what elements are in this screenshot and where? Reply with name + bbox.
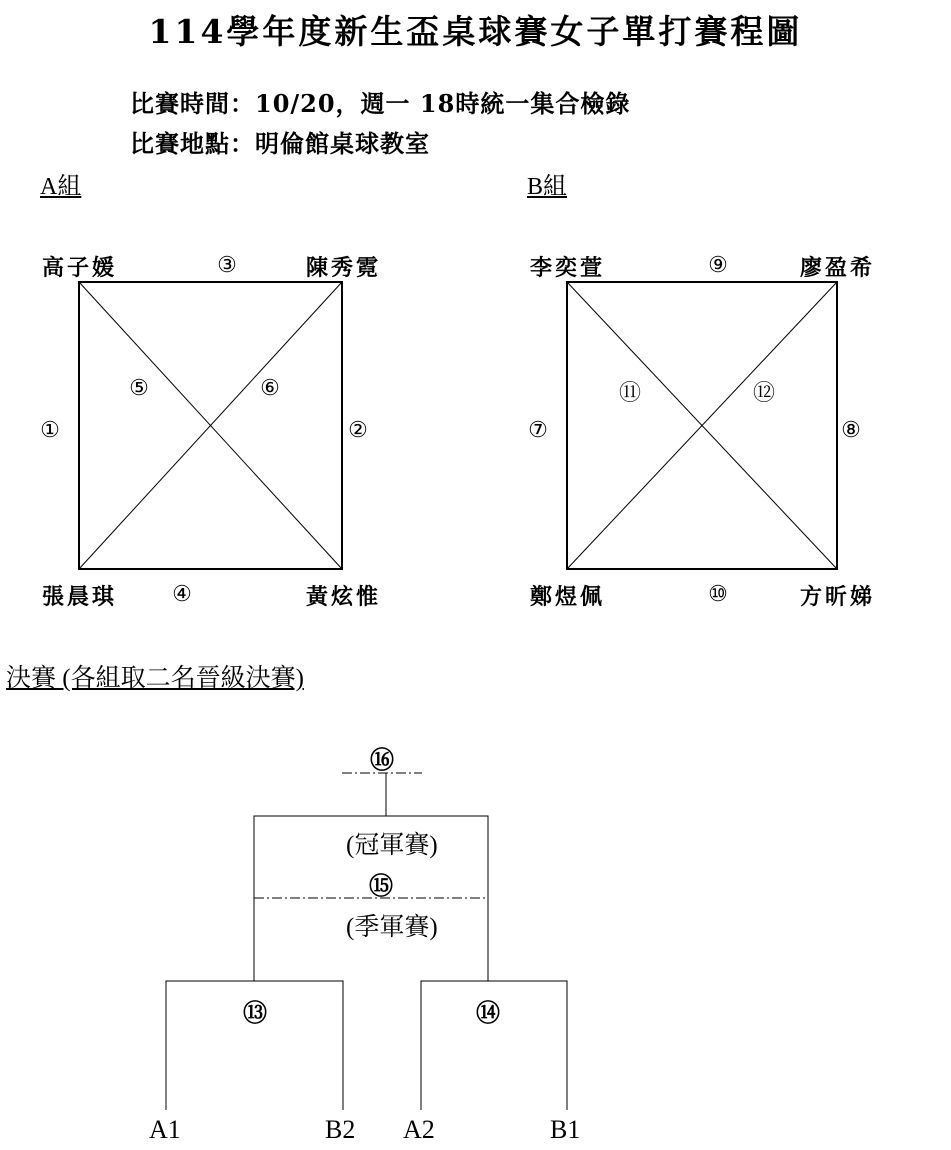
match-8: ⑧ (841, 418, 861, 443)
match-14: ⑭ (476, 998, 500, 1027)
slot-b2: B2 (325, 1115, 356, 1144)
match-1: ① (40, 418, 60, 443)
third-place-label: (季軍賽) (346, 914, 438, 941)
match-12: ⑫ (752, 381, 775, 406)
player-b-top-left: 李奕萱 (530, 255, 606, 281)
player-b-bottom-left: 鄭煜佩 (530, 584, 606, 610)
match-15: ⑮ (369, 871, 393, 900)
player-a-bottom-right: 黃炫惟 (306, 584, 382, 610)
match-7: ⑦ (528, 418, 548, 443)
slot-b1: B1 (550, 1115, 581, 1144)
player-b-bottom-right: 方昕娣 (800, 584, 876, 610)
group-a-label: A組 (40, 174, 82, 200)
match-3: ③ (217, 253, 237, 278)
slot-a1: A1 (149, 1115, 181, 1144)
match-9: ⑨ (708, 253, 728, 278)
match-place: 比賽地點：明倫館桌球教室 (130, 129, 430, 158)
match-2: ② (348, 418, 368, 443)
match-10: ⑩ (708, 582, 728, 607)
player-a-top-left: 高子媛 (42, 255, 118, 281)
player-a-top-right: 陳秀霓 (306, 255, 382, 281)
group-b-label: B組 (527, 174, 568, 200)
player-a-bottom-left: 張晨琪 (42, 584, 118, 610)
group-b-square (567, 282, 837, 569)
page-title: 114學年度新生盃桌球賽女子單打賽程圖 (148, 12, 803, 51)
match-16: ⑯ (370, 745, 394, 774)
match-time: 比賽時間：10/20，週一 18時統一集合檢錄 (130, 89, 631, 118)
champion-label: (冠軍賽) (346, 832, 438, 859)
match-6: ⑥ (260, 376, 280, 401)
match-13: ⑬ (243, 998, 267, 1027)
match-11: ⑪ (618, 381, 641, 406)
player-b-top-right: 廖盈希 (800, 255, 876, 281)
match-5: ⑤ (129, 376, 149, 401)
finals-title: 決賽 (各組取二名晉級決賽) (6, 665, 304, 692)
match-4: ④ (172, 582, 192, 607)
group-a-square (79, 282, 342, 569)
slot-a2: A2 (403, 1115, 435, 1144)
